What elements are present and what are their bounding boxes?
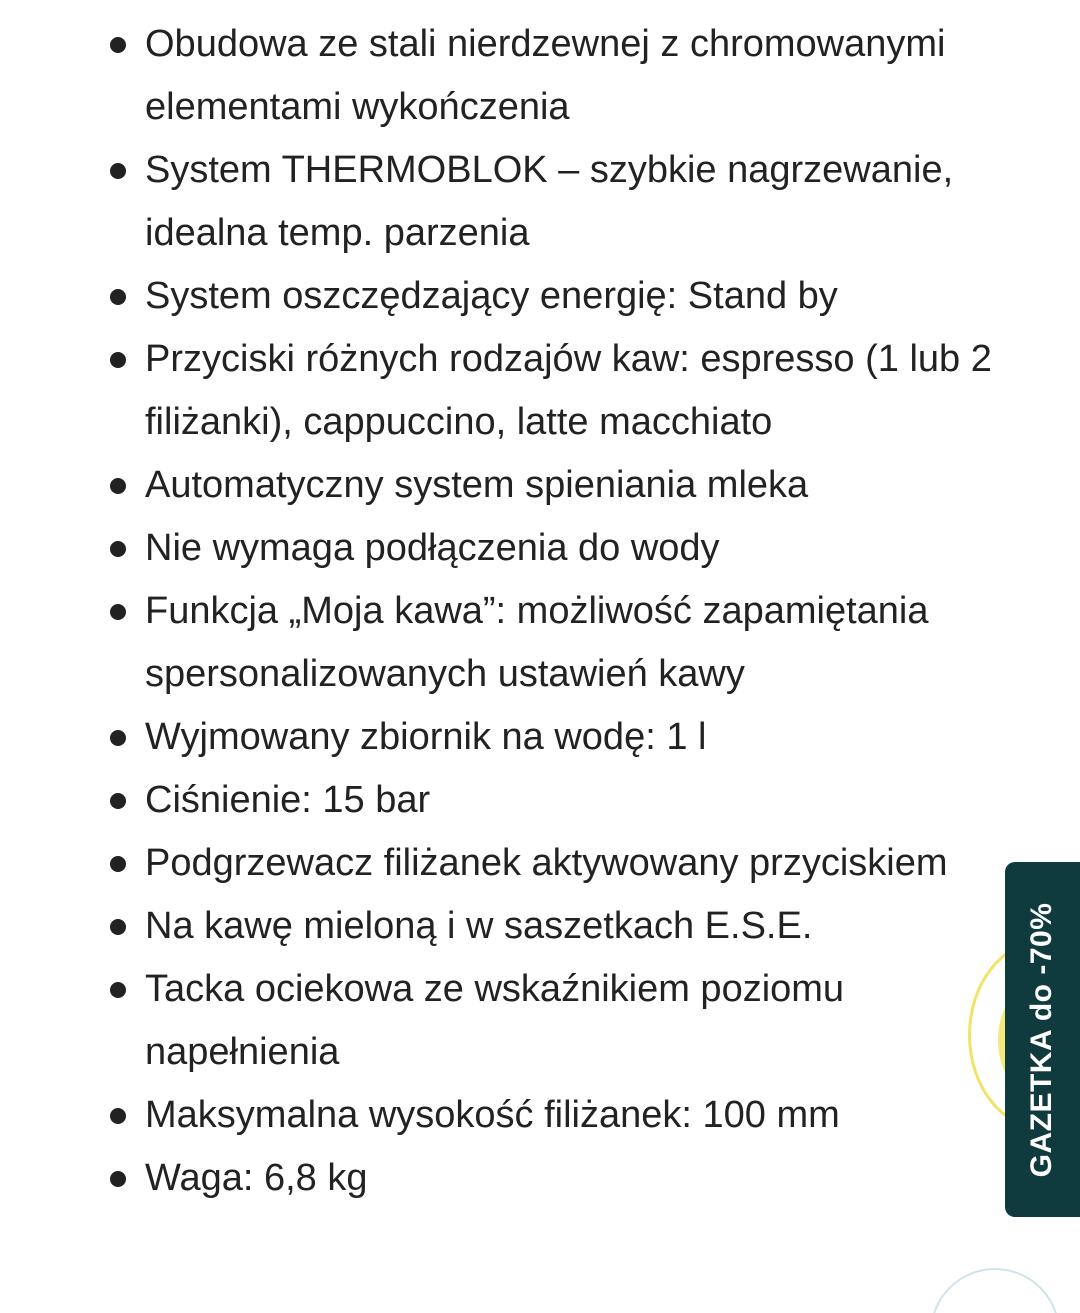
feature-text: Na kawę mieloną i w saszetkach E.S.E.	[145, 905, 813, 947]
feature-text: Podgrzewacz filiżanek aktywowany przyciskiem	[145, 842, 948, 884]
bullet-icon	[110, 289, 126, 305]
list-item	[0, 517, 1040, 580]
feature-text: Waga: 6,8 kg	[145, 1157, 368, 1199]
bullet-icon	[110, 604, 126, 620]
feature-text: System THERMOBLOK – szybkie nagrzewanie, idealna temp. parzenia	[145, 149, 954, 254]
list-item	[0, 1084, 1040, 1147]
bullet-icon	[110, 982, 126, 998]
promo-tab-button[interactable]	[1005, 862, 1080, 1217]
bullet-icon	[110, 163, 126, 179]
bullet-icon	[110, 352, 126, 368]
bullet-icon	[110, 541, 126, 557]
feature-text: Funkcja „Moja kawa”: możliwość zapamiętania spersonalizowanych ustawień kawy	[145, 590, 929, 695]
list-item	[0, 139, 1040, 265]
feature-list	[0, 13, 1040, 1210]
bullet-icon	[110, 1108, 126, 1124]
list-item	[0, 958, 1040, 1084]
bullet-icon	[110, 793, 126, 809]
list-item	[0, 832, 1040, 895]
bullet-icon	[110, 730, 126, 746]
bullet-icon	[110, 478, 126, 494]
bullet-icon	[110, 1171, 126, 1187]
list-item	[0, 580, 1040, 706]
list-item	[0, 706, 1040, 769]
list-item	[0, 328, 1040, 454]
feature-text: Wyjmowany zbiornik na wodę: 1 l	[145, 716, 707, 758]
feature-text: System oszczędzający energię: Stand by	[145, 275, 838, 317]
list-item	[0, 1147, 1040, 1210]
floating-action-button[interactable]	[930, 1268, 1060, 1313]
feature-text: Obudowa ze stali nierdzewnej z chromowanymi elementami wykończenia	[145, 23, 946, 128]
promo-tab-label: GAZETKA do -70%	[1025, 902, 1058, 1178]
bullet-icon	[110, 919, 126, 935]
feature-text: Ciśnienie: 15 bar	[145, 779, 431, 821]
bullet-icon	[110, 856, 126, 872]
feature-text: Przyciski różnych rodzajów kaw: espresso (1 lub 2 filiżanki), cappuccino, latte macchiato	[145, 338, 992, 443]
list-item	[0, 13, 1040, 139]
bullet-icon	[110, 37, 126, 53]
list-item	[0, 454, 1040, 517]
feature-text: Automatyczny system spieniania mleka	[145, 464, 809, 506]
feature-text: Nie wymaga podłączenia do wody	[145, 527, 720, 569]
list-item	[0, 895, 1040, 958]
list-item	[0, 769, 1040, 832]
feature-text: Maksymalna wysokość filiżanek: 100 mm	[145, 1094, 840, 1136]
list-item	[0, 265, 1040, 328]
feature-text: Tacka ociekowa ze wskaźnikiem poziomu napełnienia	[145, 968, 845, 1073]
